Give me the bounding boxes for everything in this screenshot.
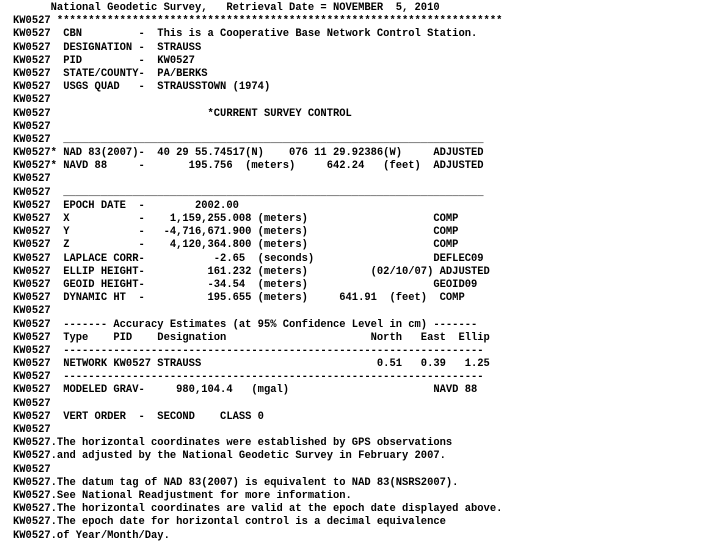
accuracy-header-line: KW0527 Type PID Designation North East Ellip <box>13 331 490 344</box>
geoid-height-line: KW0527 GEOID HEIGHT- -34.54 (meters) GEOID09 <box>13 278 478 291</box>
dynamic-height-line: KW0527 DYNAMIC HT - 195.655 (meters) 641.91 (feet) COMP <box>13 292 465 305</box>
note-line: KW0527.The epoch date for horizontal control is a decimal equivalence <box>13 516 446 529</box>
note-line: KW0527.and adjusted by the National Geodetic Survey in February 2007. <box>13 450 446 463</box>
cbn-line: KW0527 CBN - This is a Cooperative Base Network Control Station. <box>13 28 478 41</box>
state-county-line: KW0527 STATE/COUNTY- PA/BERKS <box>13 67 208 80</box>
banner-line: KW0527 *********************************************************************** <box>13 15 503 28</box>
dash-rule-line: KW0527 ------------------------------------------------------------------- <box>13 344 484 357</box>
blank-line: KW0527 <box>13 173 51 186</box>
note-line: KW0527.The horizontal coordinates are valid at the epoch date displayed above. <box>13 503 503 516</box>
blank-line: KW0527 <box>13 397 51 410</box>
datasheet <box>13 2 502 543</box>
y-coordinate-line: KW0527 Y - -4,716,671.900 (meters) COMP <box>13 226 459 239</box>
blank-line: KW0527 <box>13 305 51 318</box>
vert-order-line: KW0527 VERT ORDER - SECOND CLASS 0 <box>13 410 264 423</box>
navd88-line: KW0527* NAVD 88 - 195.756 (meters) 642.24 (feet) ADJUSTED <box>13 160 484 173</box>
rule-line: KW0527 ___________________________________________________________________ <box>13 133 484 146</box>
z-coordinate-line: KW0527 Z - 4,120,364.800 (meters) COMP <box>13 239 459 252</box>
designation-line: KW0527 DESIGNATION - STRAUSS <box>13 41 202 54</box>
blank-line: KW0527 <box>13 94 51 107</box>
note-line: KW0527.of Year/Month/Day. <box>13 529 170 542</box>
header-line: National Geodetic Survey, Retrieval Date = NOVEMBER 5, 2010 <box>13 2 440 14</box>
usgs-quad-line: KW0527 USGS QUAD - STRAUSSTOWN (1974) <box>13 81 271 94</box>
modeled-grav-line: KW0527 MODELED GRAV- 980,104.4 (mgal) NAVD 88 <box>13 384 478 397</box>
accuracy-title-line: KW0527 ------- Accuracy Estimates (at 95% Confidence Level in cm) ------- <box>13 318 478 331</box>
pid-line: KW0527 PID - KW0527 <box>13 54 195 67</box>
accuracy-row-line: KW0527 NETWORK KW0527 STRAUSS 0.51 0.39 1.25 <box>13 358 490 371</box>
rule-line: KW0527 ___________________________________________________________________ <box>13 186 484 199</box>
epoch-date-line: KW0527 EPOCH DATE - 2002.00 <box>13 199 239 212</box>
section-title-line: KW0527 *CURRENT SURVEY CONTROL <box>13 107 352 120</box>
laplace-corr-line: KW0527 LAPLACE CORR- -2.65 (seconds) DEFLEC09 <box>13 252 484 265</box>
note-line: KW0527.See National Readjustment for more information. <box>13 489 352 502</box>
blank-line: KW0527 <box>13 120 51 133</box>
x-coordinate-line: KW0527 X - 1,159,255.008 (meters) COMP <box>13 213 459 225</box>
blank-line: KW0527 <box>13 463 51 476</box>
blank-line: KW0527 <box>13 424 51 436</box>
dash-rule-line: KW0527 ------------------------------------------------------------------- <box>13 371 484 384</box>
note-line: KW0527.The horizontal coordinates were established by GPS observations <box>13 437 453 450</box>
note-line: KW0527.The datum tag of NAD 83(2007) is equivalent to NAD 83(NSRS2007). <box>13 476 459 489</box>
ellip-height-line: KW0527 ELLIP HEIGHT- 161.232 (meters) (02/10/07) ADJUSTED <box>13 265 490 278</box>
nad83-line: KW0527* NAD 83(2007)- 40 29 55.74517(N) 076 11 29.92386(W) ADJUSTED <box>13 147 484 160</box>
